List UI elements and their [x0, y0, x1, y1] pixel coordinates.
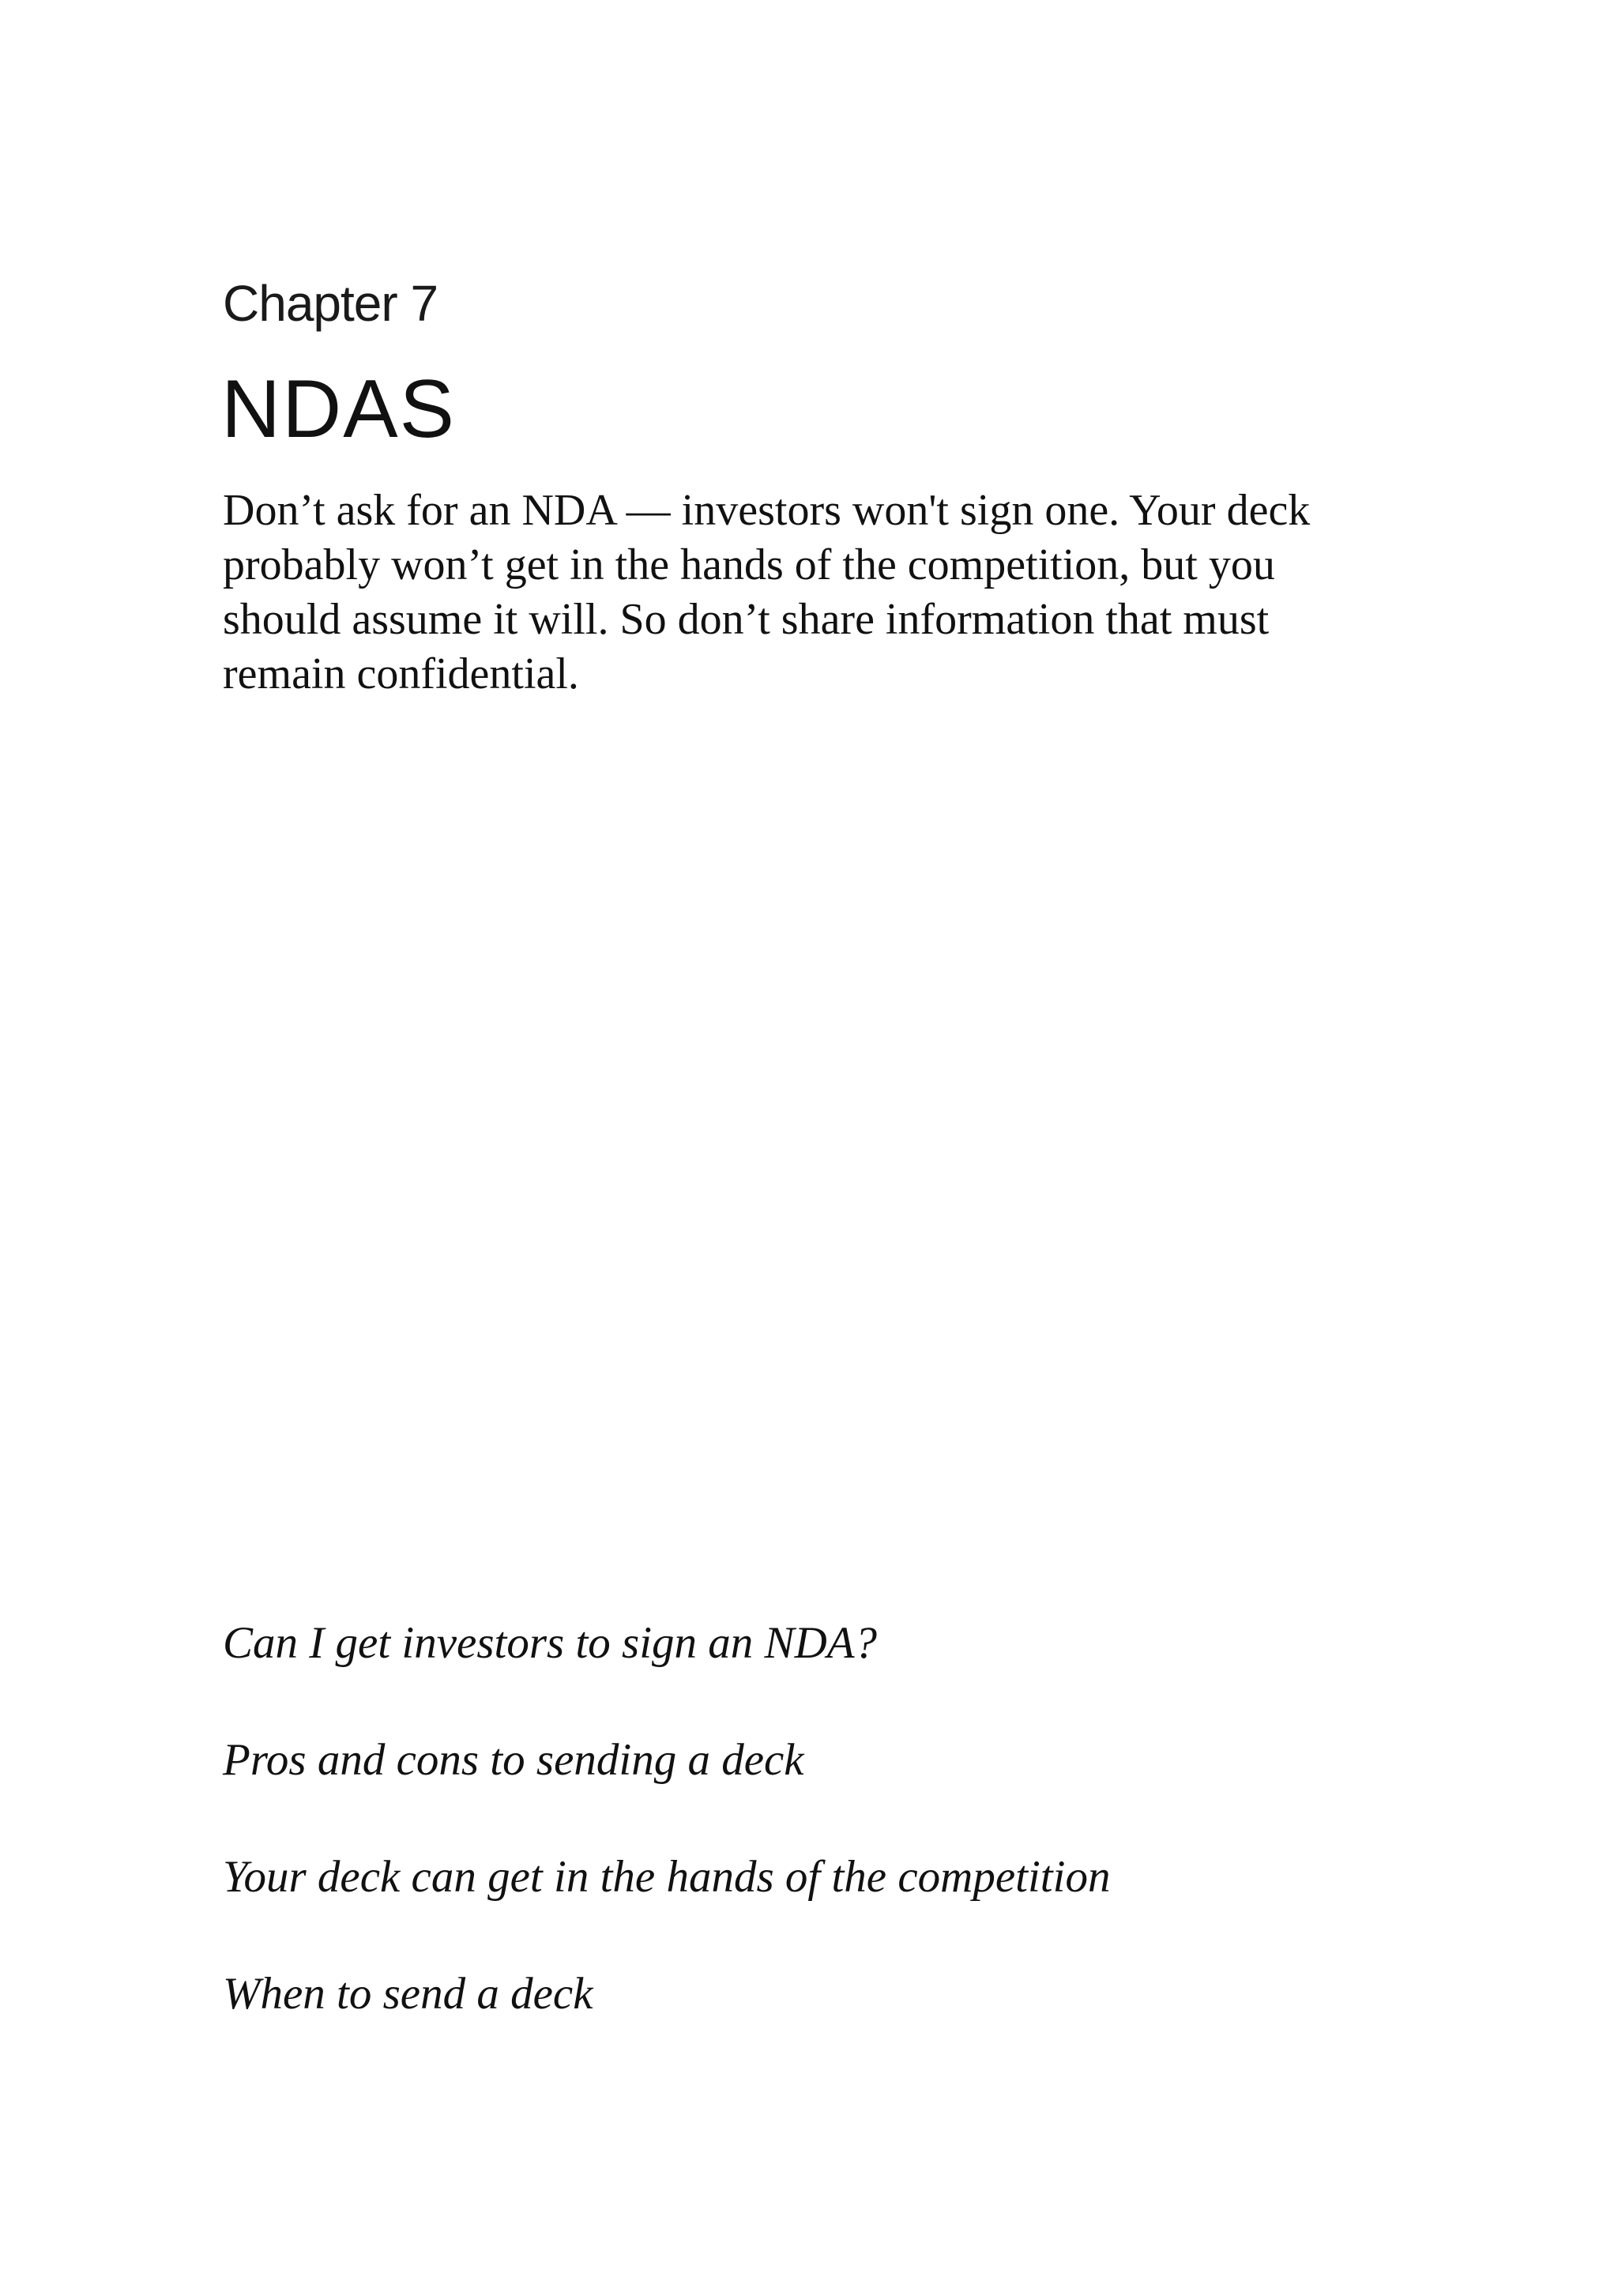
- question-item: When to send a deck: [223, 1969, 593, 2019]
- intro-line: Don’t ask for an NDA — investors won't sign one. Your deck: [223, 486, 1311, 535]
- question-item: Pros and cons to sending a deck: [223, 1735, 804, 1785]
- chapter-label: Chapter 7: [223, 275, 438, 332]
- intro-paragraph: [223, 484, 1408, 702]
- question-item: Your deck can get in the hands of the competition: [223, 1852, 1111, 1902]
- chapter-title: NDAS: [221, 363, 456, 455]
- intro-line: probably won’t get in the hands of the competition, but you: [223, 540, 1275, 589]
- question-list: [223, 1616, 1408, 2083]
- intro-line: should assume it will. So don’t share information that must: [223, 595, 1270, 644]
- intro-line: remain confidential.: [223, 649, 579, 698]
- question-item: Can I get investors to sign an NDA?: [223, 1618, 878, 1668]
